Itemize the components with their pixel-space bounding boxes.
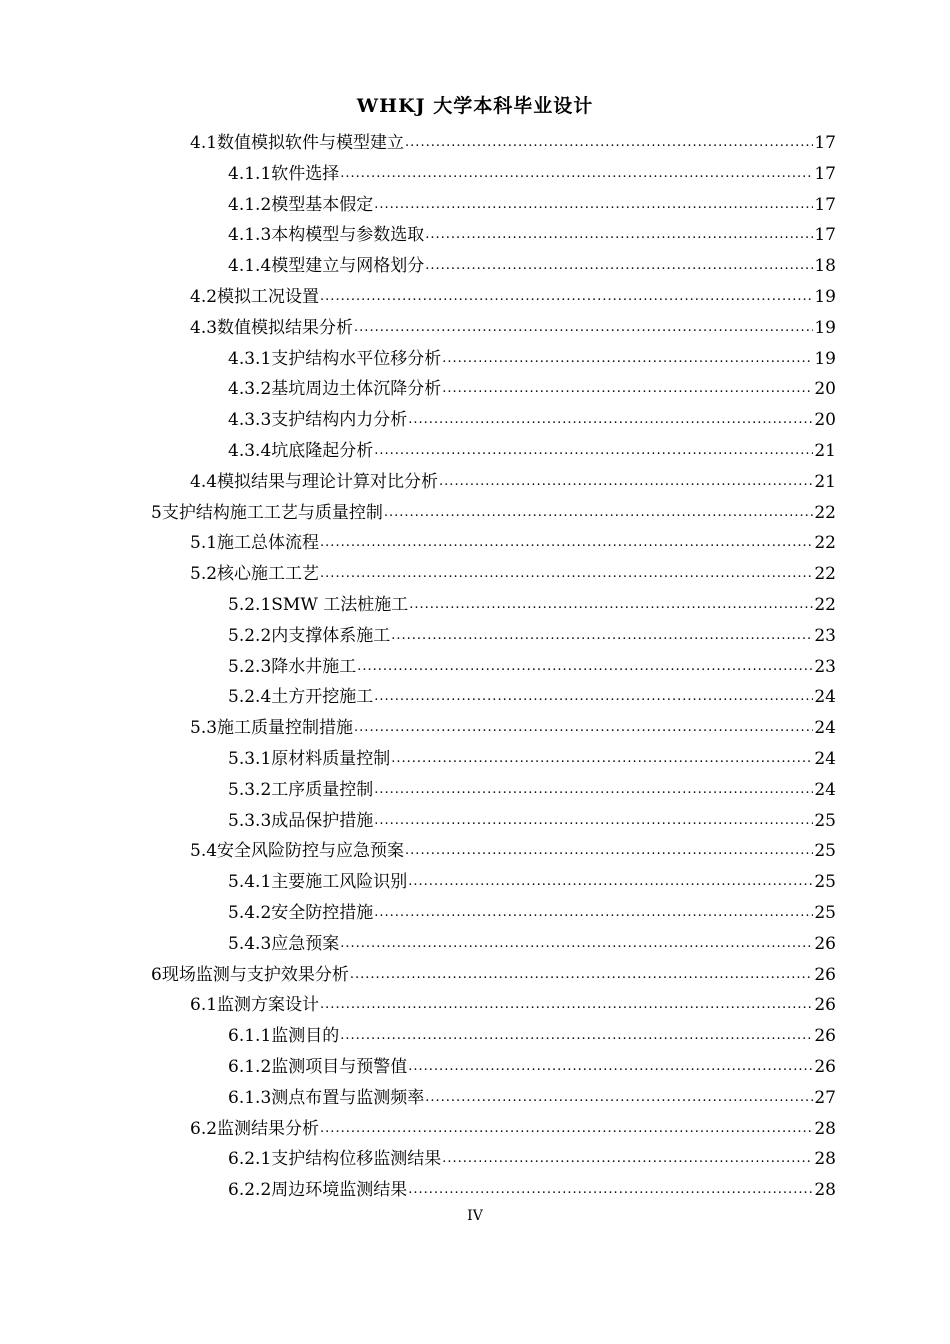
toc-entry[interactable]: [228, 246, 836, 277]
toc-entry-number: 4.3.2: [228, 379, 272, 400]
toc-entry-page: 19: [814, 348, 836, 369]
toc-entry-page: 26: [814, 1057, 836, 1077]
header-divider: [150, 121, 838, 122]
toc-entry-page: 17: [814, 133, 836, 153]
toc-leader-dots: [340, 163, 813, 185]
toc-entry-title: 原材料质量控制: [271, 749, 391, 769]
toc-entry-title: 支护结构位移监测结果: [271, 1149, 442, 1170]
toc-leader-dots: [425, 224, 813, 246]
toc-entry-number: 5.3.1: [228, 749, 272, 769]
toc-entry-page: 24: [814, 718, 836, 739]
toc-leader-dots: [391, 625, 813, 647]
toc-entry-page: 21: [814, 441, 836, 461]
toc-entry-title: 支护结构内力分析: [271, 410, 408, 431]
toc-entry-title: 数值模拟结果分析: [217, 317, 354, 338]
toc-entry[interactable]: [228, 924, 836, 955]
toc-entry-page: 24: [814, 749, 836, 769]
toc-leader-dots: [405, 132, 813, 154]
toc-entry[interactable]: [228, 616, 836, 647]
toc-leader-dots: [425, 1087, 813, 1109]
toc-entry-title: SMW 工法桩施工: [271, 595, 409, 615]
toc-entry[interactable]: [228, 431, 836, 462]
toc-entry[interactable]: [228, 585, 836, 616]
toc-entry-page: 28: [814, 1180, 836, 1201]
toc-entry[interactable]: [190, 277, 836, 308]
toc-entry-page: 17: [814, 163, 836, 184]
page-header: WHKJ 大学本科毕业设计: [356, 95, 594, 117]
toc-entry-number: 4.4: [190, 471, 218, 492]
toc-entry-number: 6: [151, 964, 162, 985]
toc-entry-title: 成品保护措施: [271, 810, 374, 831]
toc-entry-number: 4.3.4: [228, 441, 272, 461]
toc-entry-page: 24: [814, 687, 836, 708]
toc-leader-dots: [374, 902, 813, 924]
toc-leader-dots: [408, 1179, 813, 1201]
toc-entry-title: 模拟结果与理论计算对比分析: [217, 471, 439, 492]
toc-entry[interactable]: [228, 893, 836, 924]
toc-entry-page: 19: [814, 287, 836, 307]
toc-entry-title: 测点布置与监测频率: [271, 1087, 425, 1108]
toc-leader-dots: [320, 286, 813, 308]
toc-entry[interactable]: [190, 308, 836, 339]
toc-entry-page: 17: [814, 225, 836, 246]
toc-entry-page: 25: [814, 903, 836, 923]
toc-entry-title: 降水井施工: [271, 656, 357, 677]
toc-entry-number: 5.2.1: [228, 595, 272, 615]
toc-leader-dots: [374, 686, 813, 708]
toc-entry-page: 26: [814, 933, 836, 954]
toc-entry-number: 5.4: [190, 841, 218, 862]
toc-leader-dots: [320, 1118, 813, 1140]
toc-entry[interactable]: [228, 862, 836, 893]
toc-leader-dots: [442, 348, 813, 370]
toc-leader-dots: [374, 810, 813, 832]
toc-entry-title: 数值模拟软件与模型建立: [217, 133, 405, 153]
toc-entry-number: 4.1: [190, 133, 218, 153]
toc-leader-dots: [405, 840, 813, 862]
toc-entry-title: 基坑周边土体沉降分析: [271, 379, 442, 400]
toc-entry-title: 施工质量控制措施: [217, 718, 354, 739]
toc-entry-title: 内支撑体系施工: [271, 625, 391, 646]
toc-entry-number: 5.2.4: [228, 687, 272, 708]
toc-entry-page: 19: [814, 317, 836, 338]
toc-entry-number: 5.1: [190, 533, 218, 554]
toc-entry[interactable]: [228, 1047, 836, 1078]
toc-entry-page: 26: [814, 995, 836, 1016]
toc-entry-title: 应急预案: [271, 933, 340, 954]
toc-entry-page: 26: [814, 1026, 836, 1047]
toc-entry-title: 施工总体流程: [217, 533, 320, 554]
toc-leader-dots: [320, 994, 813, 1016]
toc-entry-number: 6.1.3: [228, 1087, 272, 1108]
toc-entry-title: 安全防控措施: [271, 903, 374, 923]
toc-entry[interactable]: [228, 1078, 836, 1109]
toc-entry-page: 25: [814, 872, 836, 893]
toc-entry-number: 4.3: [190, 317, 218, 338]
toc-leader-dots: [350, 964, 814, 986]
toc-entry-number: 5: [151, 502, 162, 523]
toc-entry-number: 5.3.2: [228, 779, 272, 800]
toc-entry-title: 现场监测与支护效果分析: [161, 964, 349, 985]
toc-leader-dots: [354, 717, 813, 739]
toc-leader-dots: [374, 194, 813, 216]
toc-entry-number: 5.3: [190, 718, 218, 739]
toc-leader-dots: [374, 440, 813, 462]
toc-entry-number: 5.4.2: [228, 903, 272, 923]
toc-leader-dots: [384, 502, 814, 524]
toc-entry[interactable]: [228, 1170, 836, 1201]
toc-entry-title: 安全风险防控与应急预案: [217, 841, 405, 862]
toc-entry[interactable]: [228, 339, 836, 370]
toc-leader-dots: [442, 378, 813, 400]
toc-entry-number: 5.4.1: [228, 872, 272, 893]
toc-entry-number: 4.1.4: [228, 256, 272, 277]
toc-entry[interactable]: [228, 400, 836, 431]
toc-entry[interactable]: [190, 554, 836, 585]
toc-leader-dots: [408, 871, 813, 893]
page-number: IV: [467, 1208, 483, 1224]
toc-entry-page: 25: [814, 810, 836, 831]
toc-entry-number: 6.2.2: [228, 1180, 272, 1201]
toc-leader-dots: [354, 317, 813, 339]
toc-entry-title: 坑底隆起分析: [271, 441, 374, 461]
toc-leader-dots: [320, 532, 813, 554]
toc-entry[interactable]: [228, 369, 836, 400]
toc-entry[interactable]: [190, 985, 836, 1016]
toc-entry-number: 4.1.3: [228, 225, 272, 246]
toc-leader-dots: [439, 471, 813, 493]
toc-entry-page: 17: [814, 194, 836, 215]
toc-entry-number: 4.3.3: [228, 410, 272, 431]
toc-entry[interactable]: [228, 1016, 836, 1047]
toc-entry-number: 5.2: [190, 564, 218, 585]
toc-entry-page: 23: [814, 656, 836, 677]
toc-entry-page: 26: [814, 964, 836, 985]
toc-entry[interactable]: [228, 1139, 836, 1170]
toc-entry-title: 软件选择: [271, 163, 340, 184]
toc-entry-title: 周边环境监测结果: [271, 1180, 408, 1201]
toc-entry-page: 18: [814, 256, 836, 277]
toc-entry-number: 6.1: [190, 995, 218, 1016]
toc-entry[interactable]: [228, 185, 836, 216]
toc-entry-page: 22: [814, 533, 836, 554]
toc-entry-number: 6.2.1: [228, 1149, 272, 1170]
toc-entry-title: 土方开挖施工: [271, 687, 374, 708]
toc-entry-number: 6.1.1: [228, 1026, 272, 1047]
toc-entry[interactable]: [151, 955, 836, 986]
toc-entry-title: 主要施工风险识别: [271, 872, 408, 893]
toc-entry[interactable]: [190, 831, 836, 862]
toc-entry-title: 监测结果分析: [217, 1118, 320, 1139]
toc-entry-page: 20: [814, 410, 836, 431]
toc-leader-dots: [409, 594, 813, 616]
toc-entry-title: 支护结构施工工艺与质量控制: [161, 502, 383, 523]
toc-entry[interactable]: [228, 739, 836, 770]
toc-entry[interactable]: [228, 770, 836, 801]
toc-entry-title: 模型基本假定: [271, 194, 374, 215]
toc-entry-page: 22: [814, 595, 836, 615]
toc-leader-dots: [340, 933, 813, 955]
toc-leader-dots: [442, 1148, 813, 1170]
toc-entry[interactable]: [228, 801, 836, 832]
toc-entry-title: 监测目的: [271, 1026, 340, 1047]
toc-entry[interactable]: [228, 215, 836, 246]
toc-entry-page: 27: [814, 1087, 836, 1108]
toc-entry-title: 本构模型与参数选取: [271, 225, 425, 246]
toc-leader-dots: [374, 779, 813, 801]
toc-entry-number: 5.2.3: [228, 656, 272, 677]
toc-entry[interactable]: [190, 1109, 836, 1140]
toc-entry-title: 监测方案设计: [217, 995, 320, 1016]
toc-entry-number: 5.4.3: [228, 933, 272, 954]
toc-entry-page: 24: [814, 779, 836, 800]
toc-leader-dots: [320, 563, 813, 585]
toc-entry-number: 6.1.2: [228, 1057, 272, 1077]
toc-entry-title: 监测项目与预警值: [271, 1057, 408, 1077]
toc-entry[interactable]: [190, 708, 836, 739]
toc-entry-title: 模拟工况设置: [217, 287, 320, 307]
toc-entry-page: 23: [814, 625, 836, 646]
toc-entry[interactable]: [228, 647, 836, 678]
toc-entry-number: 6.2: [190, 1118, 218, 1139]
toc-entry-title: 支护结构水平位移分析: [271, 348, 442, 369]
toc-entry-page: 22: [814, 564, 836, 585]
toc-entry-number: 4.1.2: [228, 194, 272, 215]
toc-entry-page: 25: [814, 841, 836, 862]
toc-leader-dots: [391, 748, 813, 770]
toc-entry-title: 模型建立与网格划分: [271, 256, 425, 277]
toc-entry-number: 5.2.2: [228, 625, 272, 646]
toc-entry[interactable]: [228, 677, 836, 708]
toc-entry[interactable]: [190, 462, 836, 493]
toc-entry-page: 22: [814, 502, 836, 523]
toc-leader-dots: [425, 255, 813, 277]
toc-leader-dots: [340, 1025, 813, 1047]
toc-entry-page: 28: [814, 1149, 836, 1170]
toc-entry-number: 4.3.1: [228, 348, 272, 369]
toc-leader-dots: [408, 409, 813, 431]
toc-entry[interactable]: [190, 123, 836, 154]
toc-entry-title: 核心施工工艺: [217, 564, 320, 585]
toc-entry-page: 20: [814, 379, 836, 400]
toc-entry-number: 5.3.3: [228, 810, 272, 831]
toc-entry-page: 28: [814, 1118, 836, 1139]
toc-entry-page: 21: [814, 471, 836, 492]
toc-entry-title: 工序质量控制: [271, 779, 374, 800]
toc-entry[interactable]: [151, 493, 836, 524]
toc-entry-number: 4.1.1: [228, 163, 272, 184]
toc-entry-number: 4.2: [190, 287, 218, 307]
toc-leader-dots: [357, 656, 813, 678]
toc-entry[interactable]: [190, 523, 836, 554]
toc-entry[interactable]: [228, 154, 836, 185]
toc-leader-dots: [408, 1056, 813, 1078]
